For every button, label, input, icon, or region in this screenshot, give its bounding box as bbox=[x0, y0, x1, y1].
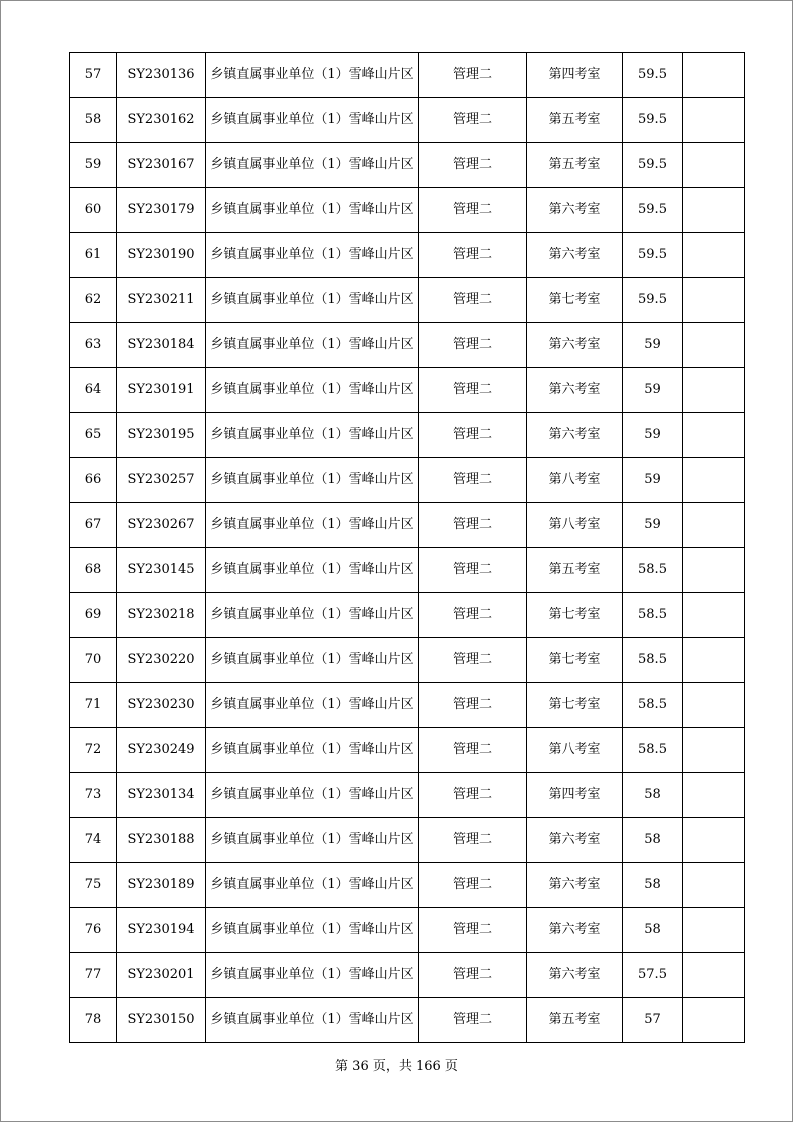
position-name: 管理二 bbox=[419, 593, 527, 638]
score: 58 bbox=[623, 818, 683, 863]
remark bbox=[683, 278, 745, 323]
position-name: 管理二 bbox=[419, 143, 527, 188]
candidate-id: SY230167 bbox=[117, 143, 206, 188]
table-row bbox=[70, 953, 745, 998]
row-number: 58 bbox=[70, 98, 117, 143]
unit-name: 乡镇直属事业单位（1）雪峰山片区 bbox=[206, 773, 419, 818]
table-row bbox=[70, 773, 745, 818]
position-name: 管理二 bbox=[419, 98, 527, 143]
remark bbox=[683, 368, 745, 413]
score: 59.5 bbox=[623, 98, 683, 143]
table-row bbox=[70, 818, 745, 863]
table-row bbox=[70, 188, 745, 233]
table-row bbox=[70, 323, 745, 368]
candidate-id: SY230195 bbox=[117, 413, 206, 458]
table-row bbox=[70, 278, 745, 323]
candidate-id: SY230184 bbox=[117, 323, 206, 368]
position-name: 管理二 bbox=[419, 413, 527, 458]
row-number: 69 bbox=[70, 593, 117, 638]
score-table bbox=[69, 52, 745, 1043]
unit-name: 乡镇直属事业单位（1）雪峰山片区 bbox=[206, 998, 419, 1043]
row-number: 75 bbox=[70, 863, 117, 908]
unit-name: 乡镇直属事业单位（1）雪峰山片区 bbox=[206, 323, 419, 368]
row-number: 68 bbox=[70, 548, 117, 593]
remark bbox=[683, 323, 745, 368]
remark bbox=[683, 233, 745, 278]
row-number: 61 bbox=[70, 233, 117, 278]
exam-room: 第四考室 bbox=[527, 53, 623, 98]
row-number: 63 bbox=[70, 323, 117, 368]
candidate-id: SY230191 bbox=[117, 368, 206, 413]
table-row bbox=[70, 233, 745, 278]
position-name: 管理二 bbox=[419, 548, 527, 593]
unit-name: 乡镇直属事业单位（1）雪峰山片区 bbox=[206, 863, 419, 908]
table-row bbox=[70, 728, 745, 773]
row-number: 64 bbox=[70, 368, 117, 413]
table-row bbox=[70, 548, 745, 593]
row-number: 67 bbox=[70, 503, 117, 548]
unit-name: 乡镇直属事业单位（1）雪峰山片区 bbox=[206, 188, 419, 233]
position-name: 管理二 bbox=[419, 188, 527, 233]
candidate-id: SY230201 bbox=[117, 953, 206, 998]
candidate-id: SY230162 bbox=[117, 98, 206, 143]
table-row bbox=[70, 143, 745, 188]
remark bbox=[683, 773, 745, 818]
unit-name: 乡镇直属事业单位（1）雪峰山片区 bbox=[206, 638, 419, 683]
score: 59.5 bbox=[623, 53, 683, 98]
remark bbox=[683, 683, 745, 728]
table-row bbox=[70, 998, 745, 1043]
score: 58.5 bbox=[623, 593, 683, 638]
table-row bbox=[70, 503, 745, 548]
candidate-id: SY230230 bbox=[117, 683, 206, 728]
position-name: 管理二 bbox=[419, 953, 527, 998]
row-number: 60 bbox=[70, 188, 117, 233]
remark bbox=[683, 458, 745, 503]
exam-room: 第七考室 bbox=[527, 638, 623, 683]
score: 57 bbox=[623, 998, 683, 1043]
exam-room: 第五考室 bbox=[527, 998, 623, 1043]
row-number: 57 bbox=[70, 53, 117, 98]
row-number: 71 bbox=[70, 683, 117, 728]
exam-room: 第八考室 bbox=[527, 728, 623, 773]
table-row bbox=[70, 638, 745, 683]
candidate-id: SY230134 bbox=[117, 773, 206, 818]
row-number: 78 bbox=[70, 998, 117, 1043]
table-row bbox=[70, 53, 745, 98]
remark bbox=[683, 143, 745, 188]
table-row bbox=[70, 98, 745, 143]
unit-name: 乡镇直属事业单位（1）雪峰山片区 bbox=[206, 548, 419, 593]
remark bbox=[683, 548, 745, 593]
unit-name: 乡镇直属事业单位（1）雪峰山片区 bbox=[206, 413, 419, 458]
exam-room: 第八考室 bbox=[527, 503, 623, 548]
page-number-footer: 第 36 页，共 166 页 bbox=[335, 1059, 458, 1074]
table-row bbox=[70, 863, 745, 908]
exam-room: 第六考室 bbox=[527, 818, 623, 863]
position-name: 管理二 bbox=[419, 683, 527, 728]
candidate-id: SY230194 bbox=[117, 908, 206, 953]
position-name: 管理二 bbox=[419, 818, 527, 863]
position-name: 管理二 bbox=[419, 503, 527, 548]
score: 59.5 bbox=[623, 143, 683, 188]
candidate-id: SY230189 bbox=[117, 863, 206, 908]
exam-room: 第六考室 bbox=[527, 188, 623, 233]
position-name: 管理二 bbox=[419, 908, 527, 953]
row-number: 76 bbox=[70, 908, 117, 953]
exam-room: 第七考室 bbox=[527, 683, 623, 728]
unit-name: 乡镇直属事业单位（1）雪峰山片区 bbox=[206, 953, 419, 998]
remark bbox=[683, 593, 745, 638]
candidate-id: SY230188 bbox=[117, 818, 206, 863]
score: 58 bbox=[623, 773, 683, 818]
position-name: 管理二 bbox=[419, 53, 527, 98]
exam-room: 第五考室 bbox=[527, 98, 623, 143]
remark bbox=[683, 908, 745, 953]
unit-name: 乡镇直属事业单位（1）雪峰山片区 bbox=[206, 458, 419, 503]
position-name: 管理二 bbox=[419, 458, 527, 503]
row-number: 72 bbox=[70, 728, 117, 773]
position-name: 管理二 bbox=[419, 233, 527, 278]
unit-name: 乡镇直属事业单位（1）雪峰山片区 bbox=[206, 683, 419, 728]
score: 58.5 bbox=[623, 683, 683, 728]
exam-room: 第六考室 bbox=[527, 413, 623, 458]
table-row bbox=[70, 908, 745, 953]
score: 58.5 bbox=[623, 638, 683, 683]
remark bbox=[683, 503, 745, 548]
score: 58.5 bbox=[623, 728, 683, 773]
candidate-id: SY230145 bbox=[117, 548, 206, 593]
row-number: 66 bbox=[70, 458, 117, 503]
position-name: 管理二 bbox=[419, 728, 527, 773]
row-number: 74 bbox=[70, 818, 117, 863]
unit-name: 乡镇直属事业单位（1）雪峰山片区 bbox=[206, 728, 419, 773]
table-row bbox=[70, 368, 745, 413]
exam-room: 第四考室 bbox=[527, 773, 623, 818]
table-row bbox=[70, 458, 745, 503]
exam-room: 第六考室 bbox=[527, 368, 623, 413]
exam-room: 第七考室 bbox=[527, 278, 623, 323]
position-name: 管理二 bbox=[419, 773, 527, 818]
exam-room: 第六考室 bbox=[527, 953, 623, 998]
exam-room: 第五考室 bbox=[527, 143, 623, 188]
table-row bbox=[70, 683, 745, 728]
remark bbox=[683, 188, 745, 233]
remark bbox=[683, 728, 745, 773]
candidate-id: SY230220 bbox=[117, 638, 206, 683]
score: 59 bbox=[623, 368, 683, 413]
remark bbox=[683, 953, 745, 998]
candidate-id: SY230257 bbox=[117, 458, 206, 503]
remark bbox=[683, 98, 745, 143]
row-number: 73 bbox=[70, 773, 117, 818]
position-name: 管理二 bbox=[419, 278, 527, 323]
score: 59 bbox=[623, 413, 683, 458]
remark bbox=[683, 53, 745, 98]
score: 59 bbox=[623, 458, 683, 503]
remark bbox=[683, 413, 745, 458]
remark bbox=[683, 863, 745, 908]
candidate-id: SY230218 bbox=[117, 593, 206, 638]
position-name: 管理二 bbox=[419, 863, 527, 908]
table-row bbox=[70, 413, 745, 458]
score: 58 bbox=[623, 863, 683, 908]
score: 59.5 bbox=[623, 188, 683, 233]
candidate-id: SY230211 bbox=[117, 278, 206, 323]
row-number: 77 bbox=[70, 953, 117, 998]
score: 57.5 bbox=[623, 953, 683, 998]
row-number: 65 bbox=[70, 413, 117, 458]
unit-name: 乡镇直属事业单位（1）雪峰山片区 bbox=[206, 53, 419, 98]
unit-name: 乡镇直属事业单位（1）雪峰山片区 bbox=[206, 503, 419, 548]
exam-room: 第八考室 bbox=[527, 458, 623, 503]
score: 59 bbox=[623, 323, 683, 368]
position-name: 管理二 bbox=[419, 323, 527, 368]
row-number: 70 bbox=[70, 638, 117, 683]
candidate-id: SY230150 bbox=[117, 998, 206, 1043]
position-name: 管理二 bbox=[419, 368, 527, 413]
unit-name: 乡镇直属事业单位（1）雪峰山片区 bbox=[206, 98, 419, 143]
table-body bbox=[70, 53, 745, 1043]
exam-room: 第六考室 bbox=[527, 908, 623, 953]
candidate-id: SY230179 bbox=[117, 188, 206, 233]
unit-name: 乡镇直属事业单位（1）雪峰山片区 bbox=[206, 233, 419, 278]
score: 59.5 bbox=[623, 233, 683, 278]
remark bbox=[683, 998, 745, 1043]
score: 58 bbox=[623, 908, 683, 953]
position-name: 管理二 bbox=[419, 998, 527, 1043]
unit-name: 乡镇直属事业单位（1）雪峰山片区 bbox=[206, 143, 419, 188]
exam-room: 第七考室 bbox=[527, 593, 623, 638]
unit-name: 乡镇直属事业单位（1）雪峰山片区 bbox=[206, 908, 419, 953]
score: 59 bbox=[623, 503, 683, 548]
row-number: 59 bbox=[70, 143, 117, 188]
candidate-id: SY230190 bbox=[117, 233, 206, 278]
unit-name: 乡镇直属事业单位（1）雪峰山片区 bbox=[206, 278, 419, 323]
unit-name: 乡镇直属事业单位（1）雪峰山片区 bbox=[206, 368, 419, 413]
position-name: 管理二 bbox=[419, 638, 527, 683]
unit-name: 乡镇直属事业单位（1）雪峰山片区 bbox=[206, 593, 419, 638]
candidate-id: SY230249 bbox=[117, 728, 206, 773]
score: 59.5 bbox=[623, 278, 683, 323]
unit-name: 乡镇直属事业单位（1）雪峰山片区 bbox=[206, 818, 419, 863]
exam-room: 第六考室 bbox=[527, 863, 623, 908]
row-number: 62 bbox=[70, 278, 117, 323]
exam-room: 第六考室 bbox=[527, 233, 623, 278]
candidate-id: SY230136 bbox=[117, 53, 206, 98]
remark bbox=[683, 638, 745, 683]
exam-room: 第五考室 bbox=[527, 548, 623, 593]
score: 58.5 bbox=[623, 548, 683, 593]
table-row bbox=[70, 593, 745, 638]
remark bbox=[683, 818, 745, 863]
candidate-id: SY230267 bbox=[117, 503, 206, 548]
exam-room: 第六考室 bbox=[527, 323, 623, 368]
